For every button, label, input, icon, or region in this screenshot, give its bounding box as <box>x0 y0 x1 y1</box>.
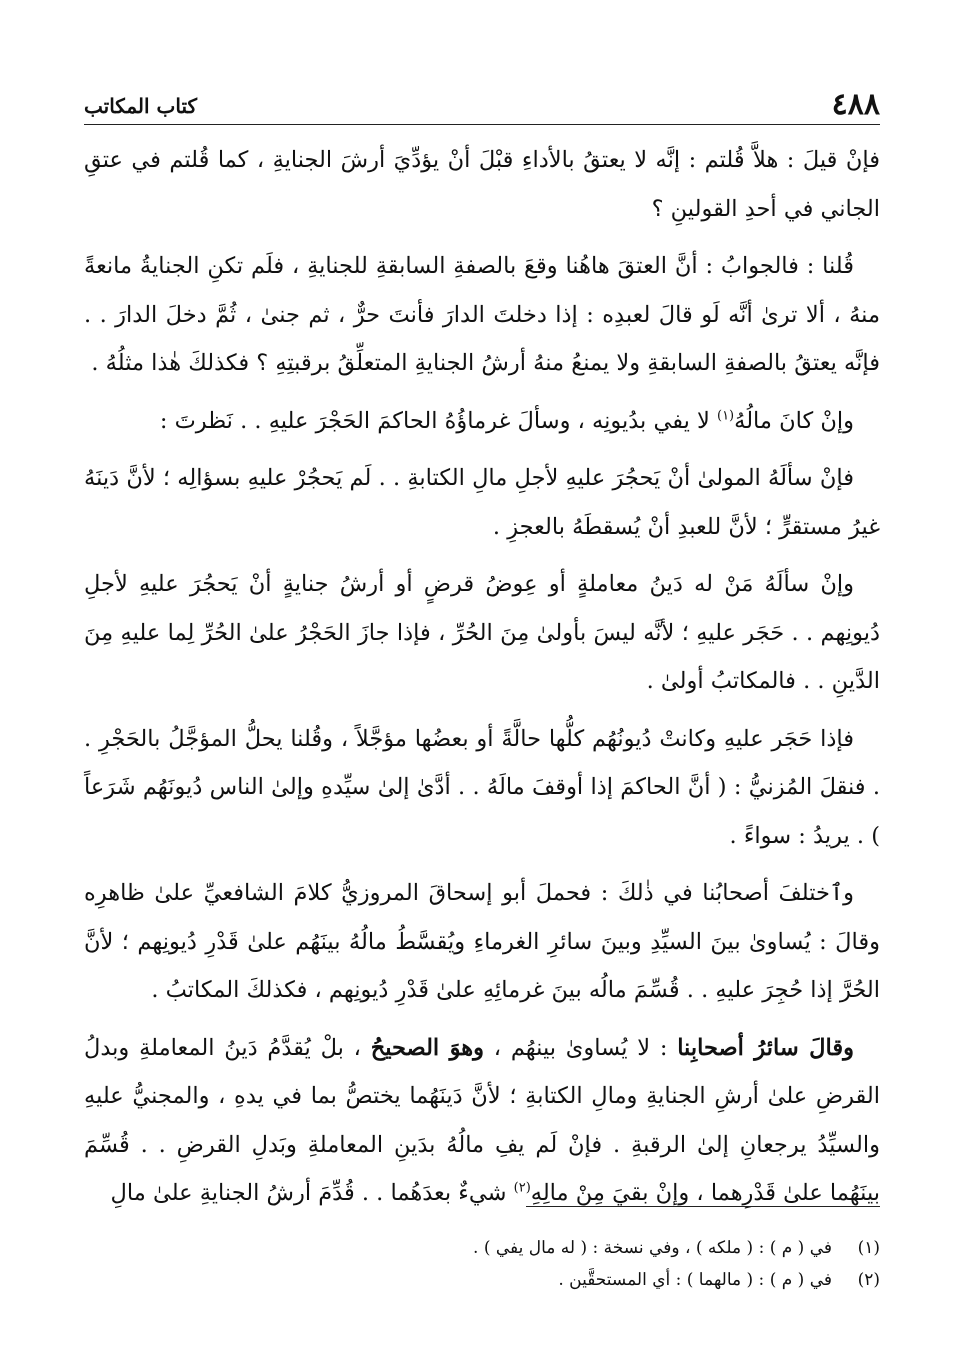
bold-phrase: وقالَ سائرُ أصحابِنا <box>677 1034 854 1061</box>
footnote-ref: (٢) <box>513 1180 531 1196</box>
paragraph: فإذا حَجَر عليهِ وكانتْ دُيونُهُم كلُّها حالَّةً أو بعضُها مؤجَّلاً ، وقُلنا يحلُّ المؤجَّلُ بالحَجْرِ . . فنقلَ المُزنيُّ : ( أنَّ الحاكمَ إذا أوقفَ مالَهُ . . أدَّىٰ إلىٰ سيِّدهِ وإلىٰ الناس دُيونَهُم شَرَعاً ) . يريدُ : سواءً . <box>84 725 880 849</box>
paragraph: فإنْ قيلَ : هلاَّ قُلتم : إنَّه لا يعتقُ بالأداءِ قبْلَ أنْ يؤدِّيَ أرشَ الجنايةِ ، كما قُلتم في عتقِ الجاني في أحدِ القولينِ ؟ <box>84 147 880 222</box>
paragraph: وٱختلفَ أصحابُنا في ذٰلكَ : فحملَ أبو إسحاقَ المروزيُّ كلامَ الشافعيِّ علىٰ ظاهرِه وقالَ : يُساوىٰ بينَ السيِّدِ وبينَ سائرِ الغرماءِ ويُقسَّطُ مالُهُ بينَهُم علىٰ قَدْرِ دُيونِهم ؛ لأنَّ الحُرَّ إذا حُجِرَ عليهِ . . قُسِّمَ مالُه بينَ غرمائِهِ علىٰ قَدْرِ دُيونِهم ، فكذلكَ المكاتبُ . <box>84 880 880 1003</box>
footnote <box>84 1264 880 1296</box>
paragraph-text: ، بلْ يُقدَّمُ دَينُ المعاملةِ وبدلُ القرضِ علىٰ أرشِ الجنايةِ ومالِ الكتابةِ ؛ لأنَّ دَينَهُما يختصُّ بما في يدهِ ، والمجنيُّ عليهِ والسيِّدُ يرجعانِ إلىٰ الرقبةِ . فإنْ لَم يفِ مالُهُ بدَينِ المعاملةِ وبَدلِ القرضِ . . قُسِّمَ بينَهُما علىٰ قَدْرِهما ، وإنْ بقيَ مِنْ مالِهِ <box>84 1034 880 1206</box>
page-number: ٤٨٨ <box>831 87 880 122</box>
paragraph <box>84 1024 880 1218</box>
main-text <box>84 136 880 1227</box>
footnote-ref: (١) <box>716 408 735 423</box>
footnote-number: (١) <box>857 1238 880 1258</box>
paragraph: قُلنا : فالجوابُ : أنَّ العتقَ هاهُنا وقعَ بالصفةِ السابقةِ للجنايةِ ، فلَم تكنِ الجنايةُ مانعةً منهُ ، ألا ترىٰ أنَّه لَو قالَ لعبدِه : إذا دخلتَ الدارَ فأنتَ حرٌّ ، ثم جنىٰ ، ثُمَّ دخلَ الدارَ . . فإنَّه يعتقُ بالصفةِ السابقةِ ولا يمنعُ منهُ أرشُ الجنايةِ المتعلِّقُ برقبتِهِ ؟ فكذلكَ هٰذا مثلُهُ . <box>84 253 880 376</box>
footnote-text: في ( م ) : ( ملكه ) ، وفي نسخة : ( له مال يفي ) . <box>473 1238 832 1258</box>
chapter-title: كتاب المكاتب <box>84 94 197 118</box>
paragraph-text: شيءٌ بعدَهُما . . قُدِّمَ أرشُ الجنايةِ علىٰ مالِ <box>110 1180 514 1206</box>
footnote-number: (٢) <box>857 1270 880 1290</box>
footnote <box>84 1232 880 1264</box>
footnotes <box>84 1232 880 1296</box>
bold-phrase: وهوَ الصحيحُ <box>370 1034 484 1061</box>
paragraph-text: وإنْ كانَ مالُهُ <box>734 407 854 434</box>
footnote-text: في ( م ) : ( مالهما ) : أي المستحقَّين . <box>558 1270 832 1290</box>
paragraph-text: لا يفي بدُيونِه ، وسألَ غرماؤُهُ الحاكمَ الحَجْرَ عليهِ . . نَظرتَ : <box>159 407 717 434</box>
paragraph-text: : لا يُساوىٰ بينهُم ، <box>484 1034 678 1061</box>
footnote-rule <box>526 1206 880 1207</box>
header-rule <box>84 124 880 125</box>
running-head <box>84 80 880 120</box>
paragraph <box>84 397 880 446</box>
paragraph: فإنْ سألَهُ المولىٰ أنْ يَحجُرَ عليهِ لأجلِ مالِ الكتابةِ . . لَم يَحجُرْ عليهِ بسؤالِه ؛ لأنَّ دَينَهُ غيرُ مستقرٍّ ؛ لأنَّ للعبدِ أنْ يُسقطَهُ بالعجزِ . <box>84 465 880 540</box>
paragraph: وإنْ سألَهُ مَنْ له دَينُ معاملةٍ أو عِوضُ قرضٍ أو أرشُ جنايةٍ أنْ يَحجُرَ عليهِ لأجلِ دُيونِهم . . حَجَر عليهِ ؛ لأنَّه ليسَ بأولىٰ مِنَ الحُرِّ ، فإذا جازَ الحَجْرُ علىٰ الحُرِّ لِما عليهِ مِنَ الدَّينِ . . فالمكاتبُ أولىٰ . <box>84 571 880 694</box>
